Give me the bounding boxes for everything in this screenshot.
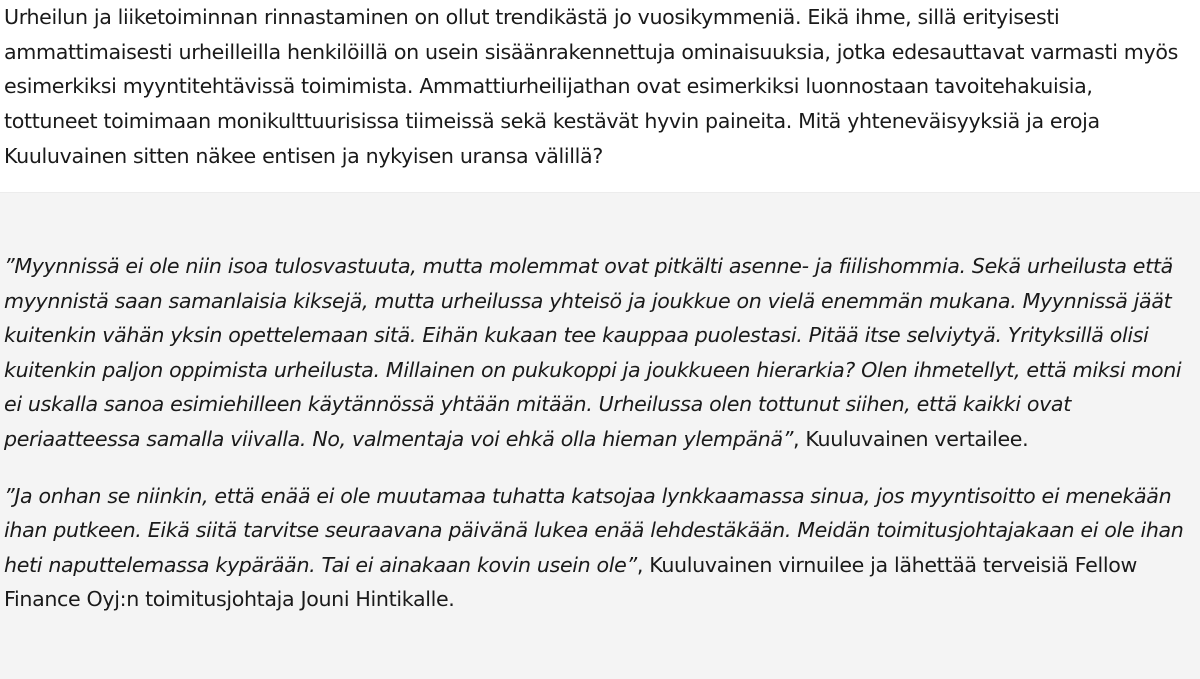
quote-text-1: ”Myynnissä ei ole niin isoa tulosvastuuta, mutta molemmat ovat pitkälti asenne- ja fiilishommia. Sekä urheilusta että myynnistä saan samanlaisia kiksejä, mutta urheilussa yhteisö ja joukkue on vielä enemmän mukana. Myynnissä jäät kuitenkin vähän yksin opettelemaan sitä. Eihän kukaan tee kauppaa puolestasi. Pitää itse selviytyä. Yrityksillä olisi kuitenkin paljon oppimista urheilusta. Millainen on pukukoppi ja joukkueen hierarkia? Olen ihmetellyt, että miksi moni ei uskalla sanoa esimiehilleen käytännössä yhtään mitään. Urheilussa olen tottunut siihen, että kaikki ovat periaatteessa samalla viivalla. No, valmentaja voi ehkä olla hieman ylempänä”	[4, 254, 1182, 451]
intro-paragraph: Urheilun ja liiketoiminnan rinnastaminen on ollut trendikästä jo vuosikymmeniä. Eikä ihme, sillä erityisesti ammattimaisesti urheilleilla henkilöillä on usein sisäänrakennettuja ominaisuuksia, jotka edesauttavat varmasti myös esimerkiksi myyntitehtävissä toimimista. Ammattiurheilijathan ovat esimerkiksi luonnostaan tavoitehakuisia, tottuneet toimimaan monikulttuurisissa tiimeissä sekä kestävät hyvin paineita. Mitä yhteneväisyyksiä ja eroja Kuuluvainen sitten näkee entisen ja nykyisen uransa välillä?	[4, 5, 1178, 168]
quote-attribution-1: , Kuuluvainen vertailee.	[793, 426, 1029, 451]
quote-text-2: ”Ja onhan se niinkin, että enää ei ole muutamaa tuhatta katsojaa lynkkaamassa sinua, jos myyntisoitto ei menekään ihan putkeen. Eikä siitä tarvitse seuraavana päivänä lukea enää lehdestäkään. Meidän toimitusjohtajakaan ei ole ihan heti naputtelemassa kypärään. Tai ei ainakaan kovin usein ole”	[4, 483, 1184, 577]
intro-section	[0, 0, 1200, 192]
quote-paragraph-1	[4, 249, 1186, 457]
quote-attribution-2: , Kuuluvainen virnuilee ja lähettää terveisiä Fellow Finance Oyj:n toimitusjohtaja Jouni Hintikalle.	[4, 552, 1137, 612]
quote-section	[0, 192, 1200, 679]
quote-paragraph-2	[4, 479, 1186, 617]
